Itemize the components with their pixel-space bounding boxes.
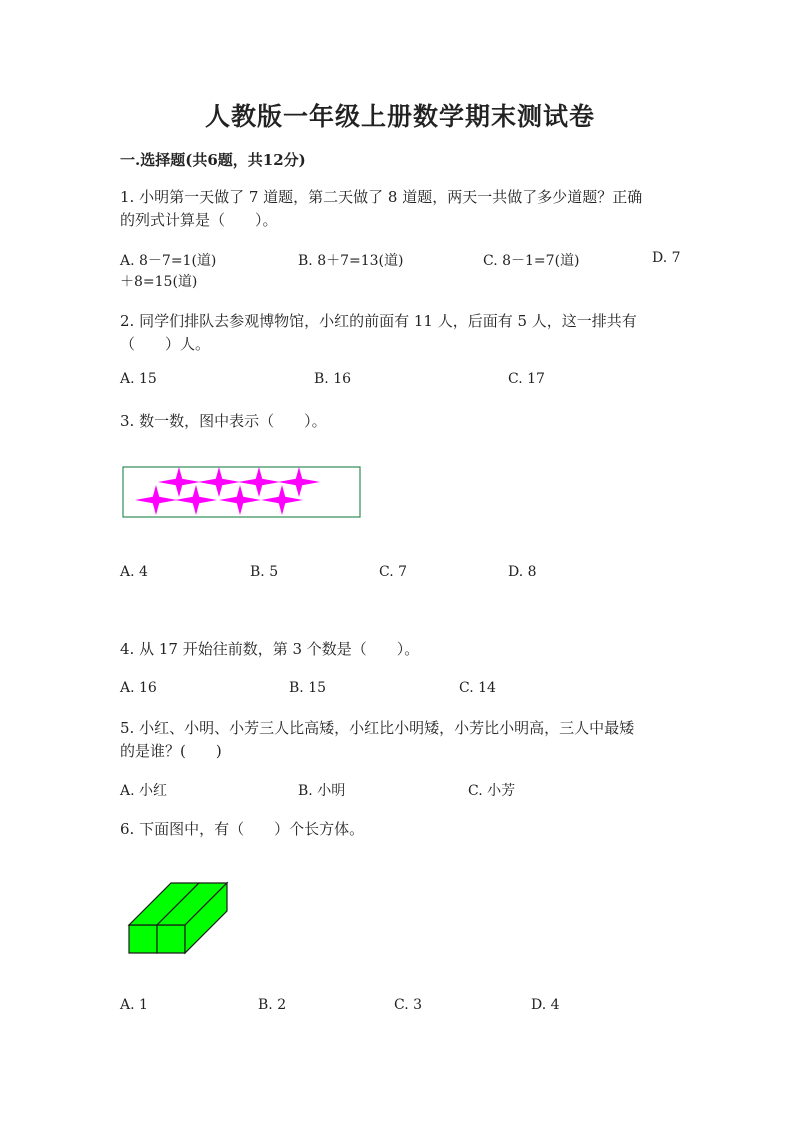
question-2-option-a[interactable]: A. 15 bbox=[120, 371, 157, 387]
question-1-option-b[interactable]: B. 8＋7=13(道) bbox=[298, 253, 404, 269]
question-2-option-c[interactable]: C. 17 bbox=[508, 371, 545, 387]
stars-figure bbox=[122, 466, 364, 520]
question-1-option-d-continued: ＋8=15(道) bbox=[120, 274, 198, 290]
question-3-line-1: 3. 数一数，图中表示（ ）。 bbox=[120, 412, 327, 430]
question-4-option-a[interactable]: A. 16 bbox=[120, 680, 157, 696]
star-icon bbox=[135, 485, 177, 515]
page-title: 人教版一年级上册数学期末测试卷 bbox=[204, 102, 595, 131]
question-1-option-c[interactable]: C. 8－1=7(道) bbox=[483, 253, 580, 269]
question-5-line-1: 5. 小红、小明、小芳三人比高矮，小红比小明矮，小芳比小明高，三人中最矮 bbox=[120, 719, 635, 737]
star-icon bbox=[219, 485, 261, 515]
question-2-line-1: 2. 同学们排队去参观博物馆，小红的前面有 11 人，后面有 5 人，这一排共有 bbox=[120, 312, 637, 330]
question-2-line-2: （ ）人。 bbox=[120, 335, 211, 353]
question-3-option-d[interactable]: D. 8 bbox=[508, 564, 537, 580]
cuboids-figure bbox=[126, 880, 230, 956]
question-2-option-b[interactable]: B. 16 bbox=[314, 371, 352, 387]
star-icon bbox=[198, 467, 240, 497]
question-3-option-c[interactable]: C. 7 bbox=[379, 564, 408, 580]
question-3-option-b[interactable]: B. 5 bbox=[250, 564, 279, 580]
star-icon bbox=[278, 467, 320, 497]
question-1-option-a[interactable]: A. 8－7=1(道) bbox=[120, 253, 217, 269]
question-1-line-2: 的列式计算是（ ）。 bbox=[120, 211, 278, 229]
star-icon bbox=[175, 485, 217, 515]
question-6-option-a[interactable]: A. 1 bbox=[120, 997, 148, 1013]
question-3-option-a[interactable]: A. 4 bbox=[120, 564, 148, 580]
question-4-option-c[interactable]: C. 14 bbox=[459, 680, 496, 696]
star-icon bbox=[158, 467, 200, 497]
star-icon bbox=[261, 485, 303, 515]
section-heading: 一.选择题(共6题，共12分) bbox=[120, 151, 306, 169]
question-4-line-1: 4. 从 17 开始往前数，第 3 个数是（ ）。 bbox=[120, 640, 420, 658]
question-6-line-1: 6. 下面图中，有（ ）个长方体。 bbox=[120, 820, 365, 838]
question-5-line-2: 的是谁？( ) bbox=[120, 742, 222, 760]
question-1-option-d[interactable]: D. 7 bbox=[652, 250, 681, 266]
question-4-option-b[interactable]: B. 15 bbox=[289, 680, 327, 696]
question-6-option-c[interactable]: C. 3 bbox=[394, 997, 423, 1013]
star-icon bbox=[238, 467, 280, 497]
question-5-option-a[interactable]: A. 小红 bbox=[120, 783, 168, 799]
question-5-option-b[interactable]: B. 小明 bbox=[298, 783, 346, 799]
question-6-option-b[interactable]: B. 2 bbox=[258, 997, 287, 1013]
question-1-line-1: 1. 小明第一天做了 7 道题，第二天做了 8 道题，两天一共做了多少道题？正确 bbox=[120, 188, 643, 206]
question-5-option-c[interactable]: C. 小芳 bbox=[468, 783, 516, 799]
question-6-option-d[interactable]: D. 4 bbox=[531, 997, 560, 1013]
